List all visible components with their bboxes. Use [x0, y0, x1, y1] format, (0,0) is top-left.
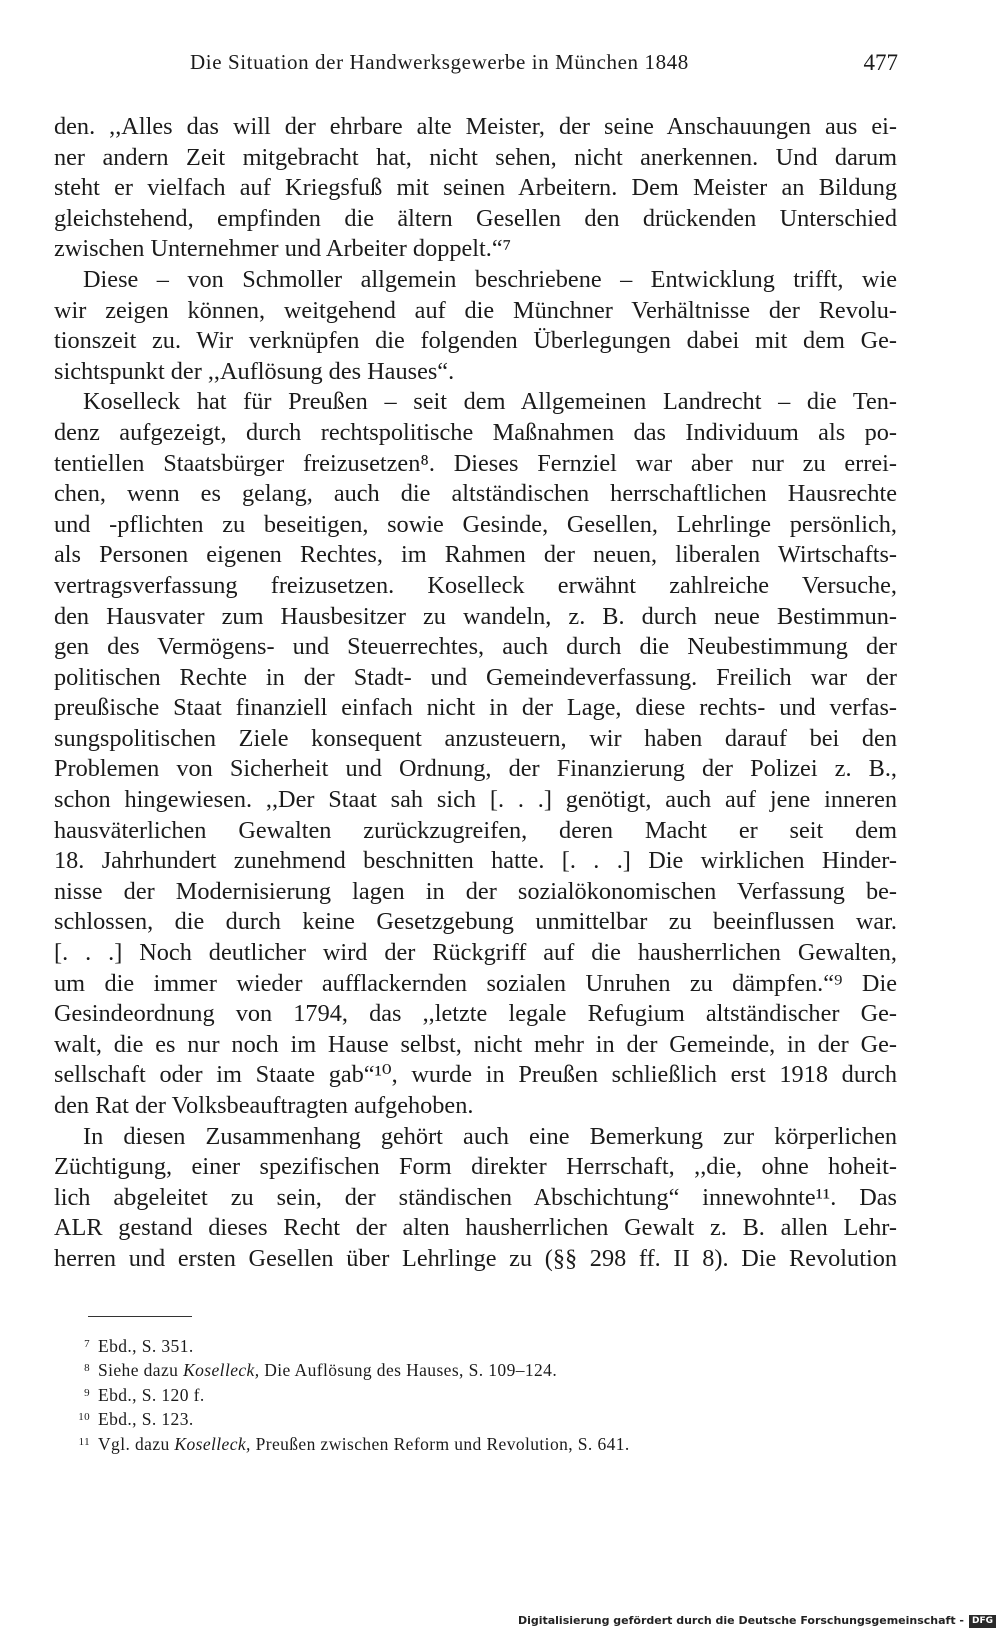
footnote-author: Koselleck, — [183, 1360, 260, 1381]
text-line: walt, die es nur noch im Hause selbst, nicht mehr in der Gemeinde, in der Ge- — [54, 1030, 897, 1058]
text-line: Züchtigung, einer spezifischen Form direkter Herrschaft, ,,die, ohne hoheit- — [54, 1153, 897, 1181]
text-line: den Rat der Volksbeauftragten aufgehoben. — [54, 1092, 474, 1119]
text-line: gleichstehend, empfinden die ältern Gesellen den drückenden Unterschied — [54, 204, 897, 232]
text-line: vertragsverfassung freizusetzen. Koselleck erwähnt zahlreiche Versuche, — [54, 571, 897, 599]
text-line: lich abgeleitet zu sein, der ständischen Abschichtung“ innewohnte¹¹. Das — [54, 1183, 897, 1211]
footnote-number: 11 — [78, 1435, 90, 1448]
text-line: und -pflichten zu beseitigen, sowie Gesinde, Gesellen, Lehrlinge persönlich, — [54, 510, 897, 538]
text-line: In diesen Zusammenhang gehört auch eine Bemerkung zur körperlichen — [83, 1122, 897, 1150]
footnote-number: 8 — [84, 1362, 90, 1375]
footnote — [60, 1356, 760, 1380]
text-line: [. . .] Noch deutlicher wird der Rückgriff auf die hausherrlichen Gewalten, — [54, 939, 897, 967]
running-header — [190, 50, 898, 84]
text-line: denz aufgezeigt, durch rechtspolitische Maßnahmen das Individuum als po- — [54, 418, 897, 446]
footnote-text: Vgl. dazu — [98, 1433, 175, 1454]
footnote-text: Ebd., S. 120 f. — [98, 1384, 205, 1405]
footnotes — [60, 1332, 760, 1454]
footnote-text: Siehe dazu — [98, 1360, 184, 1381]
text-line: nisse der Modernisierung lagen in der sozialökonomischen Verfassung be- — [54, 877, 897, 905]
text-line: herren und ersten Gesellen über Lehrlinge zu (§§ 298 ff. II 8). Die Revolution — [54, 1244, 897, 1272]
text-line: Diese – von Schmoller allgemein beschriebene – Entwicklung trifft, wie — [83, 265, 897, 293]
footnote-text-rest: Preußen zwischen Reform und Revolution, S. 641. — [250, 1433, 630, 1454]
text-line: schon hingewiesen. ,,Der Staat sah sich [. . .] genötigt, auch auf jene inneren — [54, 786, 897, 814]
text-line: den Hausvater zum Hausbesitzer zu wandeln, z. B. durch neue Bestimmun- — [54, 602, 897, 630]
footnote — [60, 1381, 760, 1405]
text-line: Gesindeordnung von 1794, das ,,letzte legale Refugium altständischer Ge- — [54, 1000, 897, 1028]
running-title: Die Situation der Handwerksgewerbe in München 1848 — [190, 50, 689, 74]
text-line: hausväterlichen Gewalten zurückzugreifen, deren Macht er seit dem — [54, 816, 897, 844]
text-line: sungspolitischen Ziele konsequent anzusteuern, wir haben darauf bei den — [54, 724, 897, 752]
page-number: 477 — [863, 50, 898, 75]
text-line: Problemen von Sicherheit und Ordnung, der Finanzierung der Polizei z. B., — [54, 755, 897, 783]
text-line: chen, wenn es gelang, auch die altständischen herrschaftlichen Hausrechte — [54, 480, 897, 508]
text-line: als Personen eigenen Rechtes, im Rahmen der neuen, liberalen Wirtschafts- — [54, 541, 897, 569]
footnote-text: Ebd., S. 351. — [98, 1336, 194, 1356]
text-line: steht er vielfach auf Kriegsfuß mit seinen Arbeitern. Dem Meister an Bildung — [54, 174, 897, 202]
text-line: 18. Jahrhundert zunehmend beschnitten hatte. [. . .] Die wirklichen Hinder- — [54, 847, 897, 875]
text-line: tionszeit zu. Wir verknüpfen die folgenden Überlegungen dabei mit dem Ge- — [54, 327, 897, 355]
text-line: sellschaft oder im Staate gab“¹⁰, wurde in Preußen schließlich erst 1918 durch — [54, 1061, 897, 1089]
text-line: preußische Staat finanziell einfach nicht in der Lage, diese rechts- und verfas- — [54, 694, 897, 722]
text-line: zwischen Unternehmer und Arbeiter doppelt.“⁷ — [54, 235, 512, 263]
footnote-separator — [88, 1316, 192, 1317]
footnote — [60, 1332, 760, 1356]
digitization-note: Digitalisierung gefördert durch die Deutsche Forschungsgemeinschaft - — [517, 1614, 964, 1627]
text-line: schlossen, die durch keine Gesetzgebung unmittelbar zu beeinflussen war. — [54, 908, 897, 936]
dfg-logo: DFG — [969, 1615, 996, 1628]
footnote-number: 10 — [78, 1411, 90, 1424]
footnote-text: Ebd., S. 123. — [98, 1409, 194, 1430]
text-line: um die immer wieder aufflackernden sozialen Unruhen zu dämpfen.“⁹ Die — [54, 969, 897, 997]
body-text — [54, 112, 897, 1275]
text-line: wir zeigen können, weitgehend auf die Münchner Verhältnisse der Revolu- — [54, 296, 897, 324]
text-line: gen des Vermögens- und Steuerrechtes, auch durch die Neubestimmung der — [54, 633, 897, 661]
footnote — [60, 1430, 760, 1454]
text-line: ner andern Zeit mitgebracht hat, nicht sehen, nicht anerkennen. Und darum — [54, 143, 897, 171]
footnote-author: Koselleck, — [174, 1433, 251, 1454]
text-line: ALR gestand dieses Recht der alten hausherrlichen Gewalt z. B. allen Lehr- — [54, 1214, 897, 1242]
footnote-number: 7 — [84, 1338, 90, 1350]
text-line: tentiellen Staatsbürger freizusetzen⁸. Dieses Fernziel war aber nur zu errei- — [54, 449, 897, 477]
footnote-text-rest: Die Auflösung des Hauses, S. 109–124. — [259, 1360, 558, 1381]
text-line: politischen Rechte in der Stadt- und Gemeindeverfassung. Freilich war der — [54, 663, 897, 691]
text-line: sichtspunkt der ,,Auflösung des Hauses“. — [54, 357, 455, 385]
text-line: Koselleck hat für Preußen – seit dem Allgemeinen Landrecht – die Ten- — [83, 388, 897, 416]
footnote-number: 9 — [84, 1386, 90, 1399]
footnote — [60, 1405, 760, 1429]
text-line: den. ,,Alles das will der ehrbare alte Meister, der seine Anschauungen aus ei- — [54, 113, 897, 140]
